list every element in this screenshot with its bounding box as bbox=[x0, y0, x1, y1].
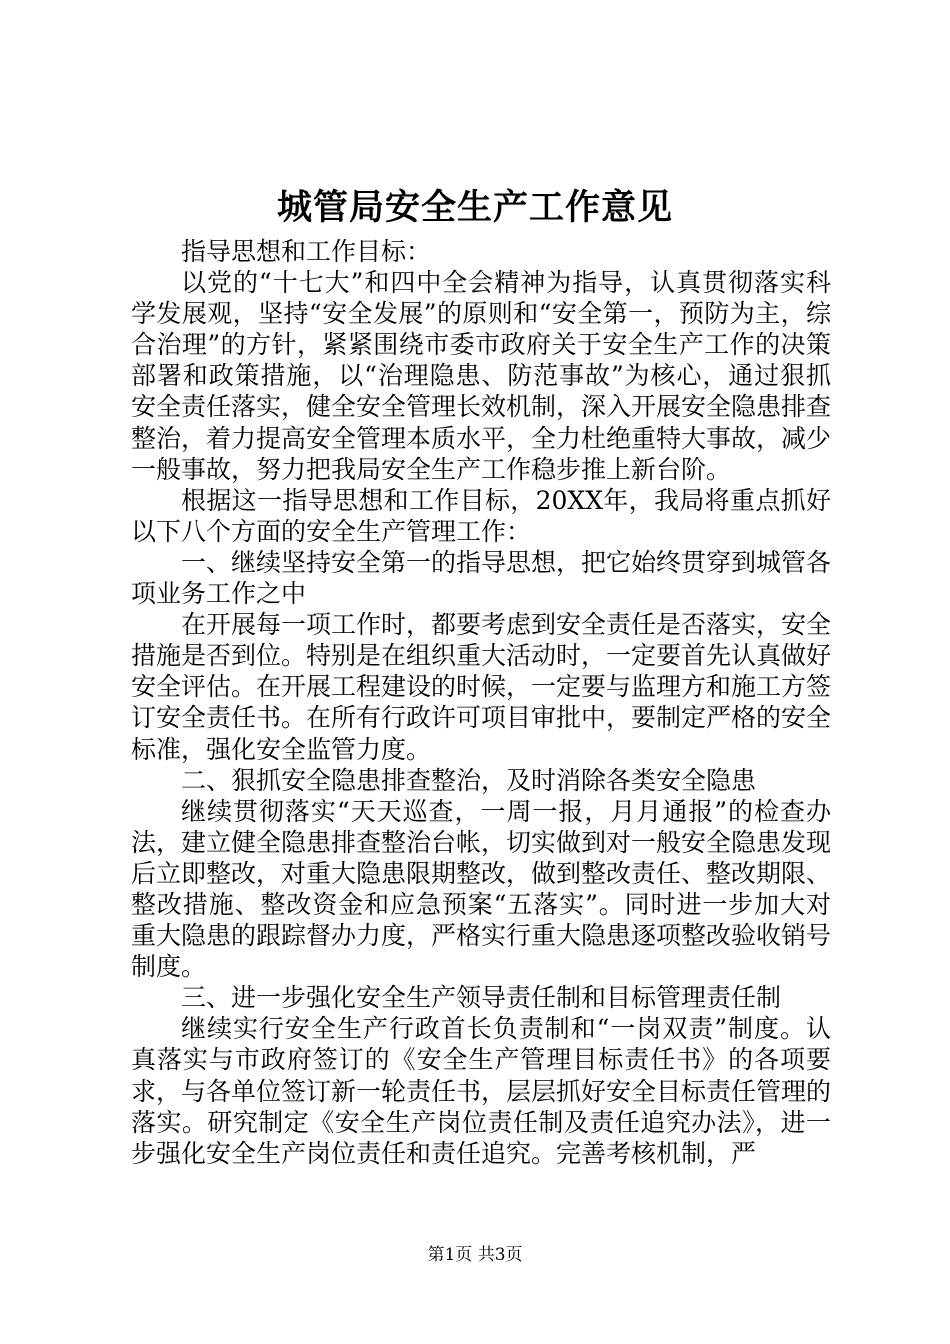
paragraph-guiding-heading: 指导思想和工作目标： bbox=[181, 237, 432, 266]
page-number: 第1页 共3页 bbox=[427, 1245, 523, 1265]
paragraph-section-3: 继续实行安全生产行政首长负责制和“一岗双责”制度。认真落实与市政府签订的《安全生产管理目标责任书》的各项要求，与各单位签订新一轮责任书，层层抓好安全目标责任管理的落实。研究制定《安全生产岗位责任制及责任追究办法》，进一步强化安全生产岗位责任和责任追究。完善考核机制，严 bbox=[131, 1014, 832, 1168]
section-heading-2: 二、狠抓安全隐患排查整治，及时消除各类安全隐患 bbox=[181, 765, 757, 795]
section-heading-3: 三、进一步强化安全生产领导责任制和目标管理责任制 bbox=[181, 983, 782, 1013]
document-title: 城管局安全生产工作意见 bbox=[276, 187, 673, 228]
paragraph-plan-intro: 根据这一指导思想和工作目标，20XX年，我局将重点抓好以下八个方面的安全生产管理工作： bbox=[131, 485, 831, 546]
section-heading-1: 一、继续坚持安全第一的指导思想，把它始终贯穿到城管各项业务工作之中 bbox=[131, 547, 832, 609]
paragraph-section-2: 继续贯彻落实“天天巡查，一周一报，月月通报”的检查办法，建立健全隐患排查整治台帐，切实做到对一般安全隐患发现后立即整改，对重大隐患限期整改，做到整改责任、整改期限、整改措施、整改资金和应急预案“五落实”。同时进一步加大对重大隐患的跟踪督办力度，严格实行重大隐患逐项整改验收销号制度。 bbox=[131, 796, 832, 982]
paragraph-section-1: 在开展每一项工作时，都要考虑到安全责任是否落实，安全措施是否到位。特别是在组织重大活动时，一定要首先认真做好安全评估。在开展工程建设的时候，一定要与监理方和施工方签订安全责任书。在所有行政许可项目审批中，要制定严格的安全标准，强化安全监管力度。 bbox=[131, 610, 832, 764]
paragraph-guiding-text: 以党的“十七大”和四中全会精神为指导，认真贯彻落实科学发展观，坚持“安全发展”的原则和“安全第一，预防为主，综合治理”的方针，紧紧围绕市委市政府关于安全生产工作的决策部署和政策措施，以“治理隐患、防范事故”为核心，通过狠抓安全责任落实，健全安全管理长效机制，深入开展安全隐患排查整治，着力提高安全管理本质水平，全力杜绝重特大事故，减少一般事故，努力把我局安全生产工作稳步推上新台阶。 bbox=[131, 268, 832, 484]
document-body bbox=[131, 236, 831, 1169]
